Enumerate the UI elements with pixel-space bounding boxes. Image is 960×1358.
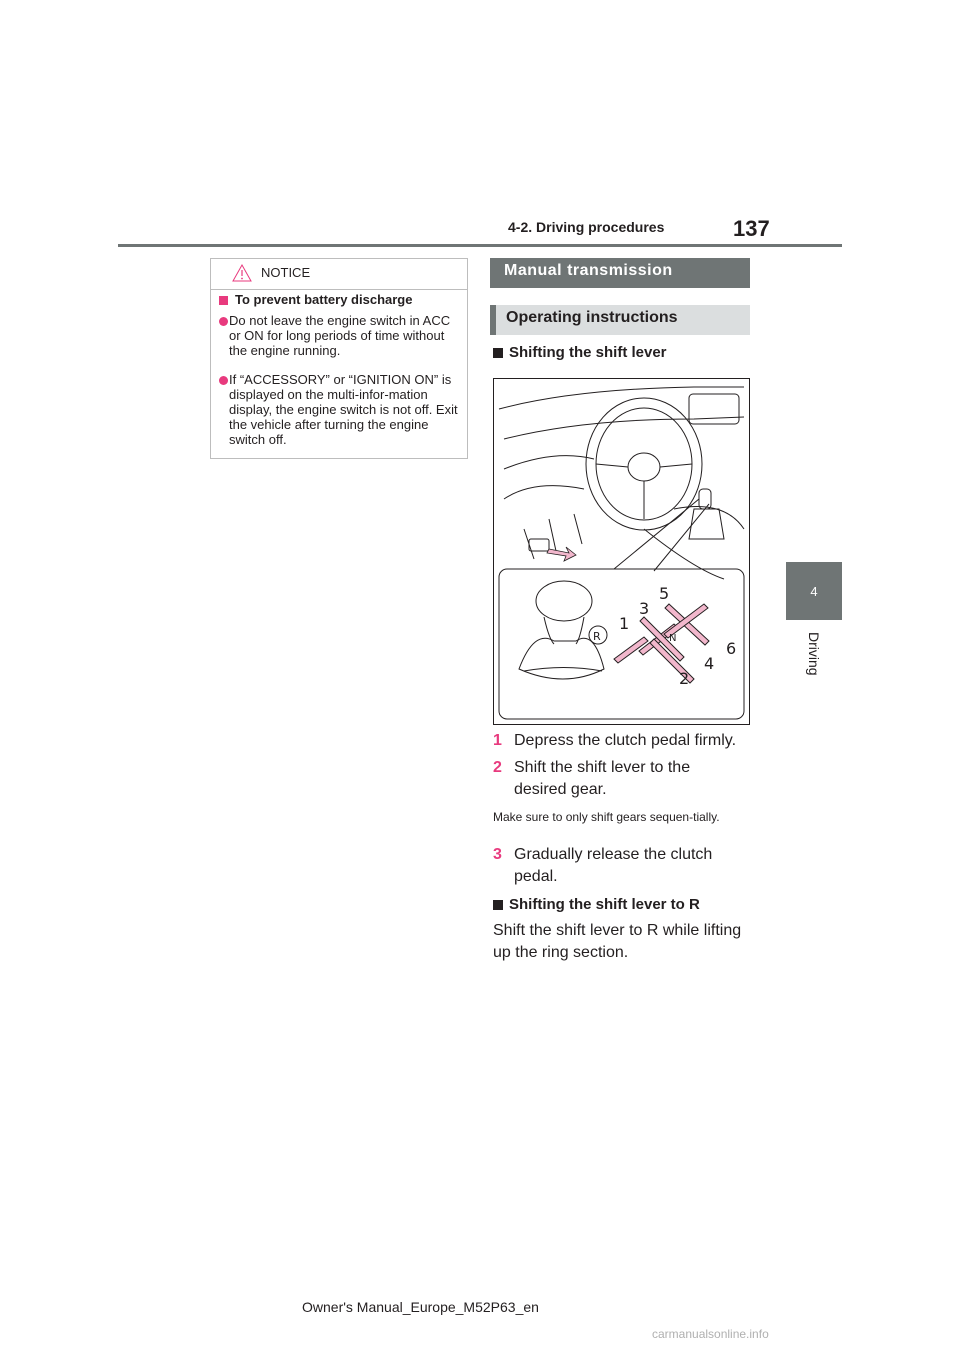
notice-box bbox=[210, 258, 468, 459]
notice-bullet-2: If “ACCESSORY” or “IGNITION ON” is displayed on the multi-infor-mation display, the engine switch is not off. Exit the vehicle after turning the engine switch off. bbox=[229, 372, 458, 447]
notice-header bbox=[211, 259, 467, 290]
section-header: 4-2. Driving procedures bbox=[508, 219, 665, 235]
gear-label-6: 6 bbox=[726, 639, 737, 658]
chapter-tab[interactable] bbox=[786, 562, 842, 620]
step-3: 3 Gradually release the clutch pedal. bbox=[493, 846, 713, 885]
gear-label-3: 3 bbox=[639, 599, 650, 618]
warning-triangle-icon bbox=[232, 264, 252, 282]
step-2: 2 Shift the shift lever to the desired gear. bbox=[493, 759, 691, 798]
step-2-note: Make sure to only shift gears sequen-tially. bbox=[493, 810, 720, 824]
gear-label-2: 2 bbox=[679, 669, 690, 688]
bullet-icon bbox=[219, 376, 228, 385]
gear-label-5: 5 bbox=[659, 584, 670, 603]
footer-manual-id: Owner's Manual_Europe_M52P63_en bbox=[302, 1299, 539, 1315]
chapter-number: 4 bbox=[810, 584, 818, 599]
square-marker-icon bbox=[493, 348, 503, 358]
gear-label-1: 1 bbox=[619, 614, 630, 633]
cockpit-illustration bbox=[494, 379, 749, 724]
shifting-heading: Shifting the shift lever bbox=[493, 344, 667, 361]
reverse-text: Shift the shift lever to R while lifting up the ring section. bbox=[493, 922, 742, 961]
page-number: 137 bbox=[733, 216, 770, 241]
subsection-title-bar bbox=[490, 305, 750, 335]
square-marker-icon bbox=[493, 900, 503, 910]
gear-label-4: 4 bbox=[704, 654, 715, 673]
reverse-heading: Shifting the shift lever to R bbox=[493, 896, 700, 913]
subsection-title: Operating instructions bbox=[506, 309, 678, 326]
watermark: carmanualsonline.info bbox=[652, 1327, 769, 1341]
step-1: 1 Depress the clutch pedal firmly. bbox=[493, 732, 737, 749]
notice-heading: To prevent battery discharge bbox=[235, 292, 413, 307]
notice-bullet-1: Do not leave the engine switch in ACC or ON for long periods of time without the engine running. bbox=[229, 313, 451, 358]
section-title-bar bbox=[490, 258, 750, 288]
shift-lever-figure bbox=[493, 378, 750, 725]
gear-label-r: R bbox=[593, 630, 601, 643]
notice-title: NOTICE bbox=[261, 265, 311, 280]
header-rule bbox=[118, 244, 842, 247]
section-title: Manual transmission bbox=[504, 262, 673, 279]
gear-label-n: N bbox=[669, 633, 677, 644]
bullet-icon bbox=[219, 317, 228, 326]
square-bullet-icon bbox=[219, 296, 228, 305]
chapter-label: Driving bbox=[806, 632, 822, 676]
